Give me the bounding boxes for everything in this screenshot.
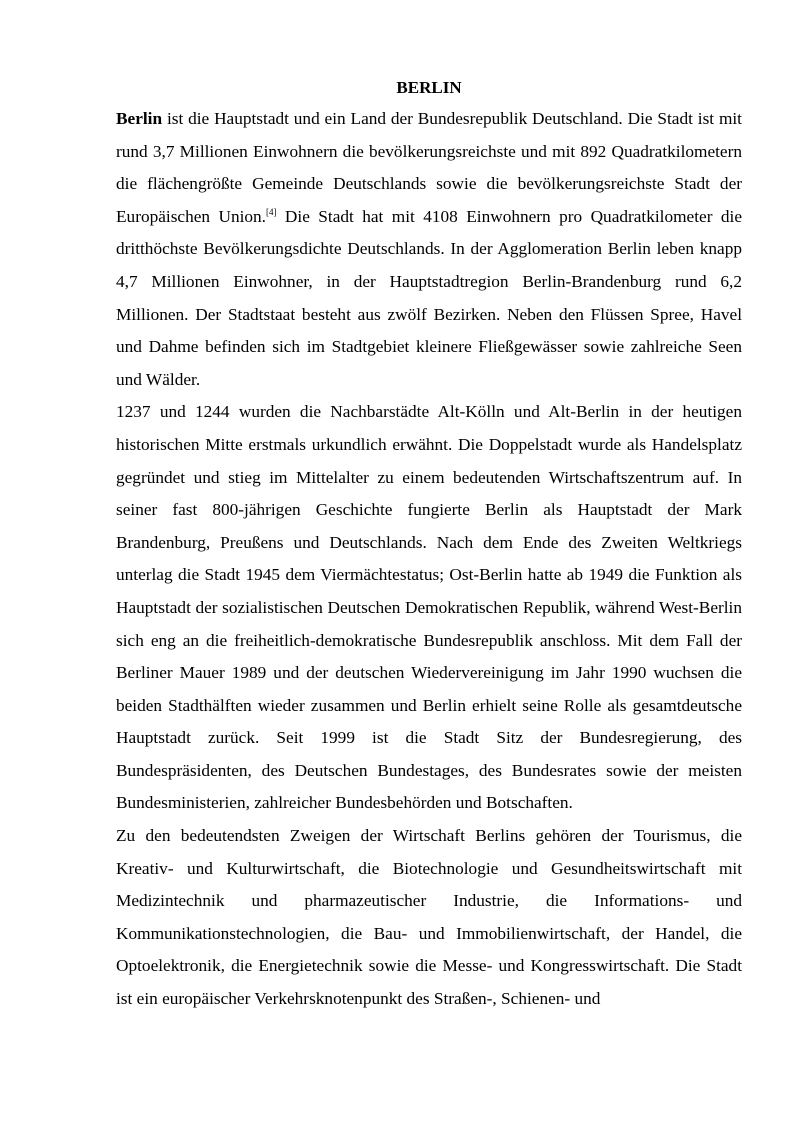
document-title: BERLIN [396, 78, 462, 97]
footnote-reference[interactable]: [4] [266, 207, 277, 218]
document-body [116, 103, 742, 1016]
paragraph-intro [116, 103, 742, 396]
paragraph-economy: Zu den bedeutendsten Zweigen der Wirtschaft Berlins gehören der Tourismus, die Kreativ- und Kulturwirtschaft, die Biotechnologie und Gesundheitswirtschaft mit Medizintechnik und pharmazeutischer Industrie, die Informations- und Kommunikationstechnologien, die Bau- und Immobilienwirtschaft, der Handel, die Optoelektronik, die Energietechnik sowie die Messe- und Kongresswirtschaft. Die Stadt ist ein europäischer Verkehrsknotenpunkt des Straßen-, Schienen- und [116, 826, 742, 1009]
paragraph-history: 1237 und 1244 wurden die Nachbarstädte Alt-Kölln und Alt-Berlin in der heutigen historischen Mitte erstmals urkundlich erwähnt. Die Doppelstadt wurde als Handelsplatz gegründet und stieg im Mittelalter zu einem bedeutenden Wirtschaftszentrum auf. In seiner fast 800-jährigen Geschichte fungierte Berlin als Hauptstadt der Mark Brandenburg, Preußens und Deutschlands. Nach dem Ende des Zweiten Weltkriegs unterlag die Stadt 1945 dem Viermächtestatus; Ost-Berlin hatte ab 1949 die Funktion als Hauptstadt der sozialistischen Deutschen Demokratischen Republik, während West-Berlin sich eng an die freiheitlich-demokratische Bundesrepublik anschloss. Mit dem Fall der Berliner Mauer 1989 und der deutschen Wiedervereinigung im Jahr 1990 wuchsen die beiden Stadthälften wieder zusammen und Berlin erhielt seine Rolle als gesamtdeutsche Hauptstadt zurück. Seit 1999 ist die Stadt Sitz der Bundesregierung, des Bundespräsidenten, des Deutschen Bundestages, des Bundesrates sowie der meisten Bundesministerien, zahlreicher Bundesbehörden und Botschaften. [116, 402, 742, 813]
paragraph-intro-text-a: ist die Hauptstadt und ein Land der Bundesrepublik Deutschland. Die Stadt ist mit rund 3,7 Millionen Einwohnern die bevölkerungsreichste und mit 892 Quadratkilometern die flächengrößte Gemeinde Deutschlands sowie die bevölkerungsreichste Stadt der Europäischen Union. [116, 109, 742, 226]
paragraph-lead-term: Berlin [116, 109, 163, 128]
paragraph-intro-text-b: Die Stadt hat mit 4108 Einwohnern pro Quadratkilometer die dritthöchste Bevölkerungsdichte Deutschlands. In der Agglomeration Berlin leben knapp 4,7 Millionen Einwohner, in der Hauptstadtregion Berlin-Brandenburg rund 6,2 Millionen. Der Stadtstaat besteht aus zwölf Bezirken. Neben den Flüssen Spree, Havel und Dahme befinden sich im Stadtgebiet kleinere Fließgewässer sowie zahlreiche Seen und Wälder. [116, 206, 742, 389]
